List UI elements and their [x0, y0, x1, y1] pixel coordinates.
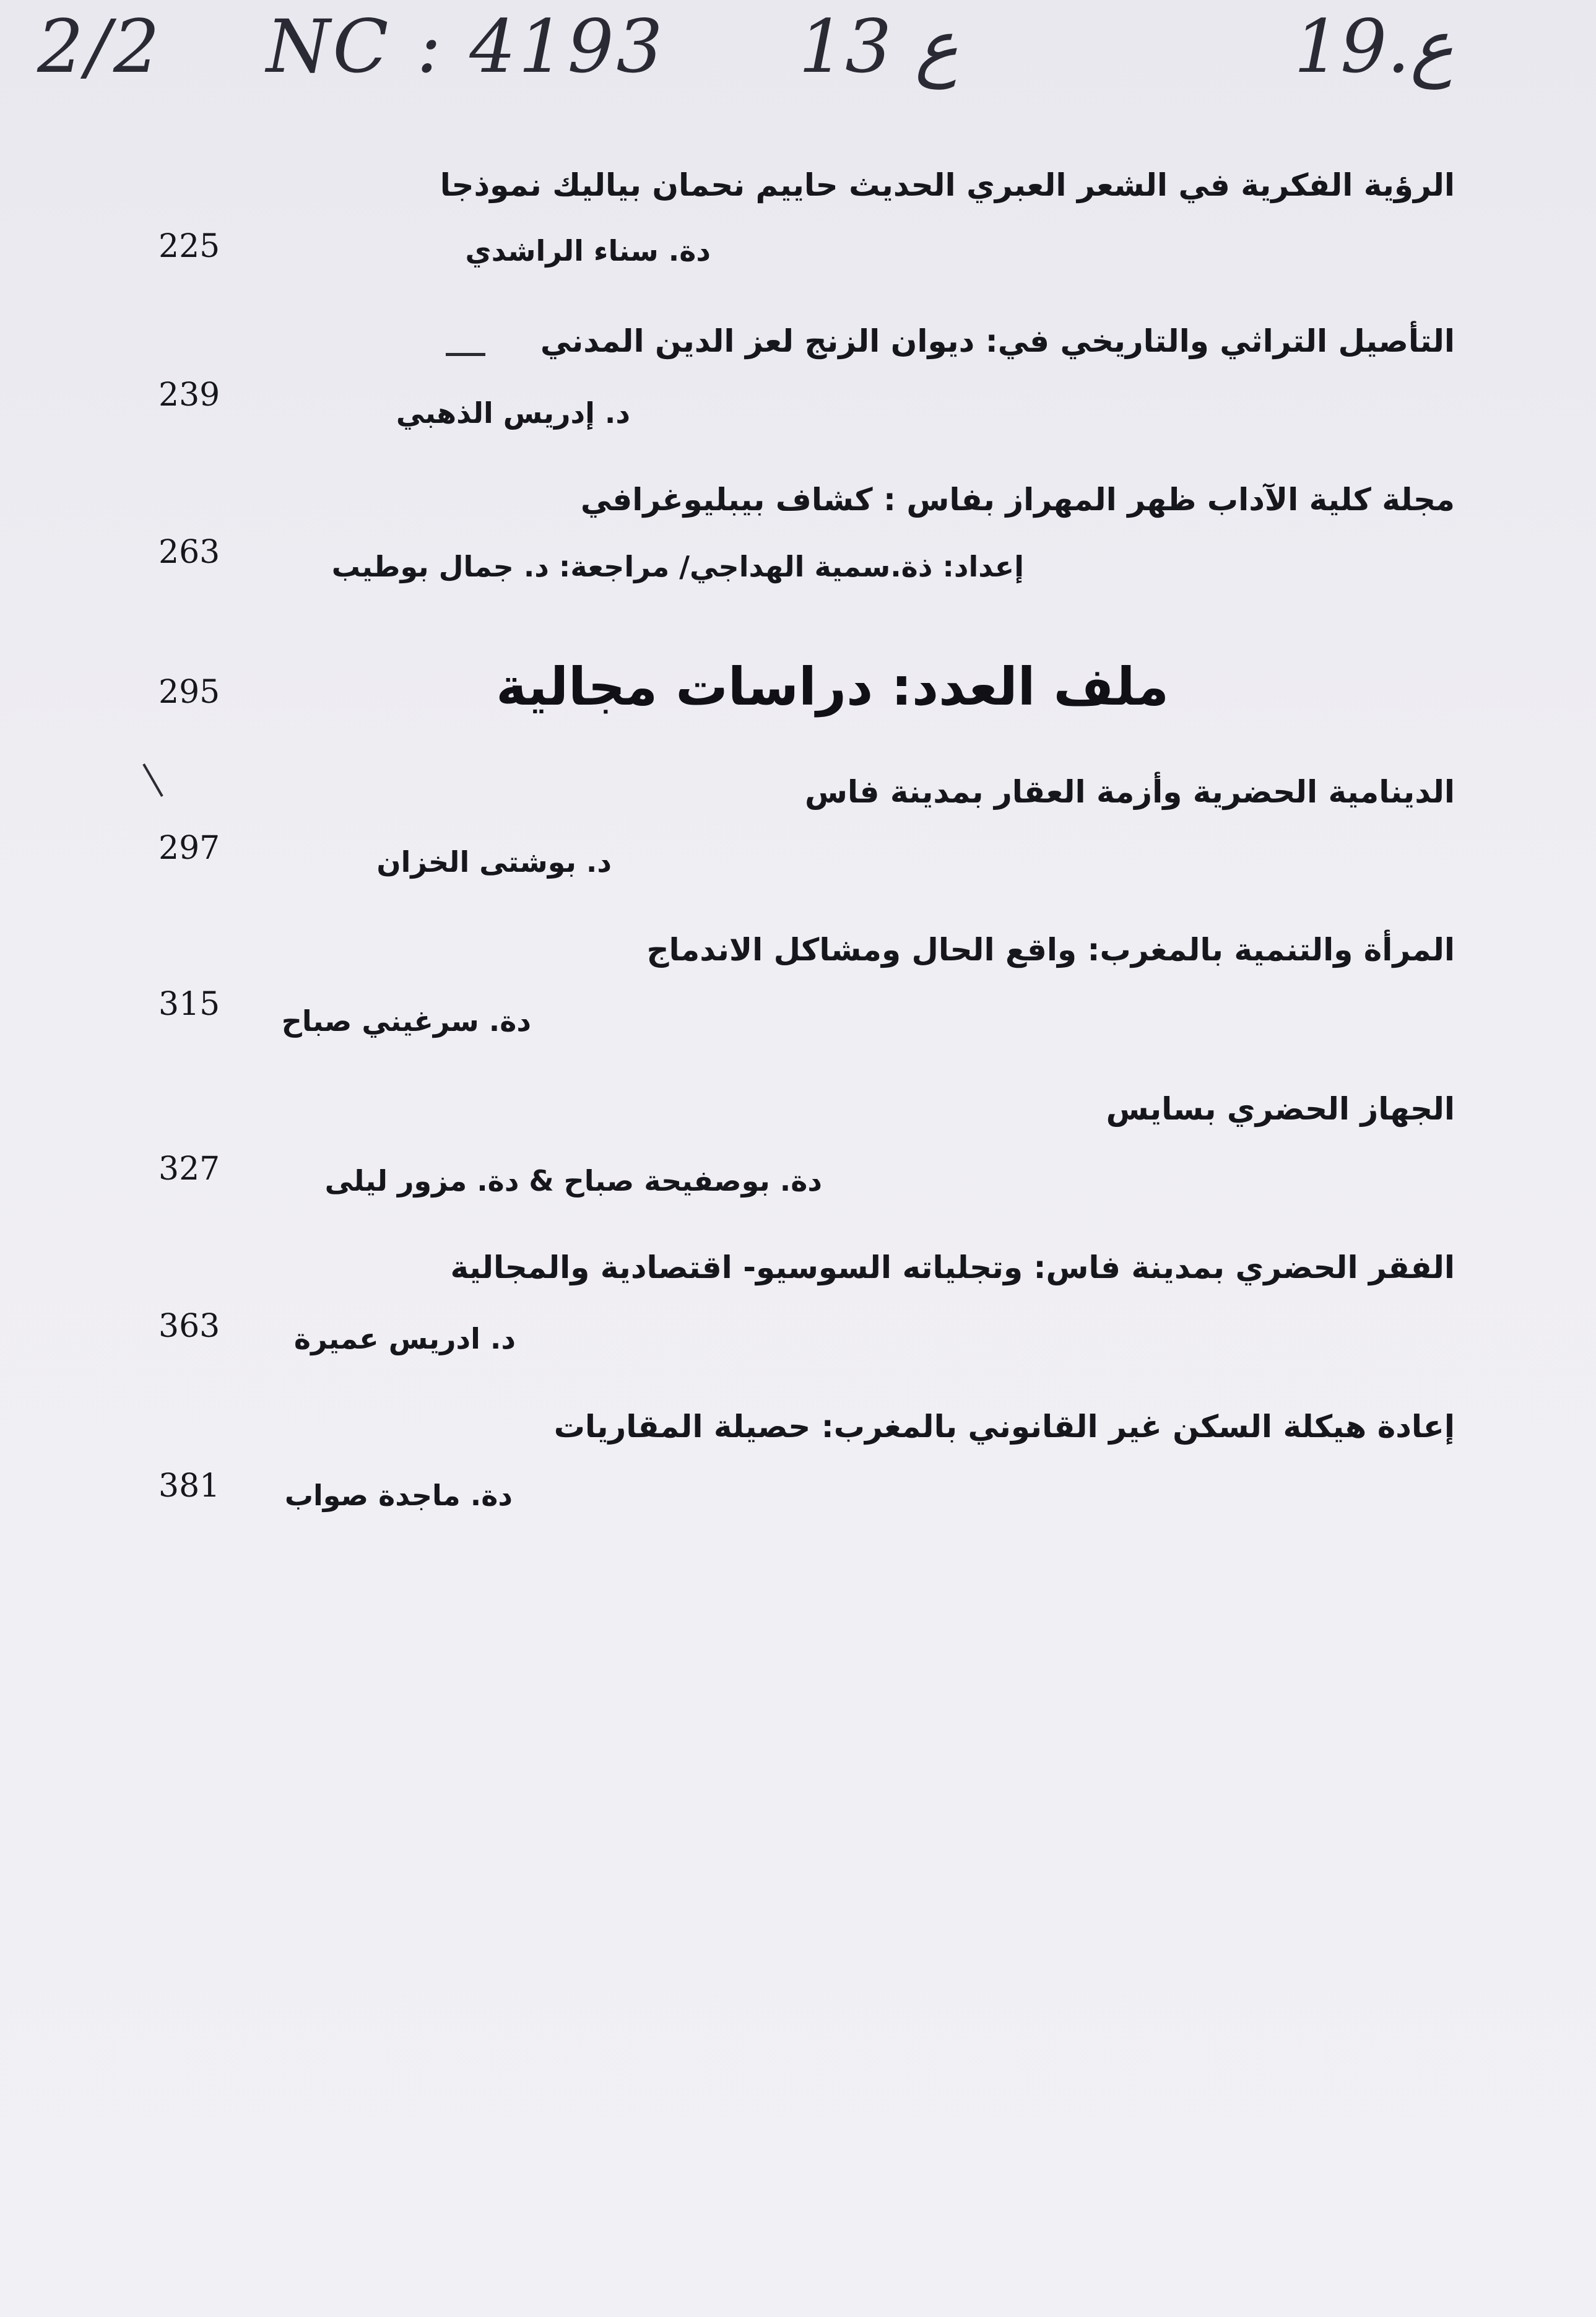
toc-entry-title: إعادة هيكلة السكن غير القانوني بالمغرب: حصيلة المقاريات — [553, 1409, 1455, 1445]
toc-entry-author: د. إدريس الذهبي — [396, 396, 630, 430]
toc-entry-title: الفقر الحضري بمدينة فاس: وتجلياته السوسيو- اقتصادية والمجالية — [450, 1250, 1455, 1285]
toc-entry-author: دة. ماجدة صواب — [284, 1479, 513, 1512]
toc-entry-page: 263 — [158, 534, 220, 571]
toc-entry-author: إعداد: ذة.سمية الهداجي/ مراجعة: د. جمال بوطيب — [331, 550, 1024, 583]
toc-entry-page: 363 — [158, 1308, 220, 1345]
toc-entry-author: د. ادريس عميرة — [293, 1322, 516, 1355]
toc-entry-page: 225 — [158, 228, 220, 265]
section-page: 295 — [158, 674, 220, 711]
toc-entry-author: د. بوشتى الخزان — [376, 845, 612, 879]
toc-entry-page: 297 — [158, 830, 220, 867]
toc-entry-title: الدينامية الحضرية وأزمة العقار بمدينة فاس — [804, 774, 1455, 810]
section-label: ملف العدد: — [891, 656, 1169, 717]
toc-entry-page: 315 — [158, 986, 220, 1023]
toc-entry-title: مجلة كلية الآداب ظهر المهراز بفاس : كشاف بيبليوغرافي — [580, 482, 1455, 518]
toc-entry-title: المرأة والتنمية بالمغرب: واقع الحال ومشاكل الاندماج — [646, 932, 1455, 968]
section-title: دراسات مجالية — [496, 656, 874, 717]
toc-entry-page: 381 — [158, 1467, 220, 1505]
toc-entry-author: دة. سناء الراشدي — [465, 234, 711, 267]
toc-entry-title: الجهاز الحضري بسايس — [1106, 1091, 1455, 1127]
toc-entry-author: دة. بوصفيحة صباح & دة. مزور ليلى — [324, 1164, 822, 1198]
handwritten-shelf-mark: ع.19 — [1294, 4, 1454, 89]
stray-dash-mark — [446, 353, 485, 356]
toc-entry-title: الرؤية الفكرية في الشعر العبري الحديث حاييم نحمان بياليك نموذجا — [440, 167, 1455, 203]
toc-entry-title: التأصيل التراثي والتاريخي في: ديوان الزنج لعز الدين المدني — [540, 323, 1455, 359]
handwritten-issue-number: ع 13 — [799, 4, 959, 89]
handwritten-volume-mark: 2/2 — [37, 4, 162, 89]
handwritten-catalog-number: NC : 4193 — [266, 4, 666, 89]
toc-entry-page: 239 — [158, 376, 220, 414]
toc-entry-page: 327 — [158, 1150, 220, 1188]
section-heading — [496, 656, 1169, 717]
toc-entry-author: دة. سرغيني صباح — [281, 1004, 531, 1038]
